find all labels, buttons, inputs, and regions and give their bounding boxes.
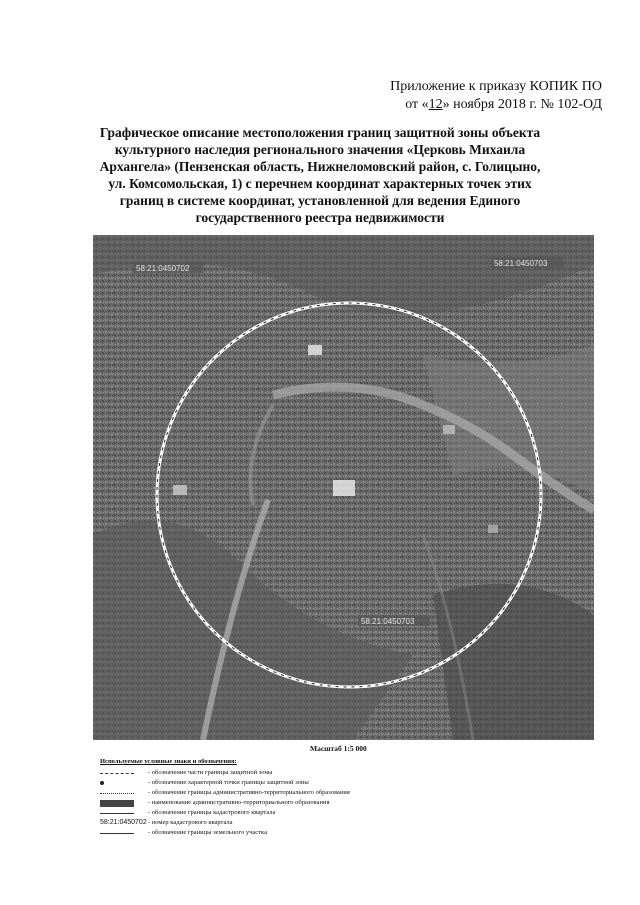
document-title: Графическое описание местоположения границ защитной зоны объекта культурного наследия регионального значения «Церковь Михаила Архангела» (Пензенская область, Нижнеломовский район, с. Голицыно, ул. Комсомольская, 1) с перечнем координат характерных точек этих границ в системе координат, установленной для ведения Единого государственного реестра недвижимости [99,125,541,225]
header-line2: от «12» ноября 2018 г. № 102-ОД [405,97,602,112]
legend-item: - обозначение характерной точки границы защитной зоны [100,778,350,788]
legend-item: - наименование административно-территориального образования [100,798,350,808]
header-day: 12 [428,97,443,112]
building [308,345,322,355]
map-legend [100,757,350,838]
quarter-label: 58:21:0450702 [136,264,190,273]
legend-item: - обозначение границы кадастрового квартала [100,808,350,818]
legend-item: 58:21:0450702 - номер кадастрового квартала [100,819,233,826]
order-header [390,78,602,114]
quarter-label: 58:21:0450703 [494,259,548,268]
legend-title: Используемые условные знаки и обозначения: [100,758,237,765]
boundary-map [93,235,594,740]
church-building [333,480,355,496]
header-line1: Приложение к приказу КОПИК ПО [390,79,602,94]
legend-item: - обозначение границы административно-территориального образования [100,788,350,798]
quarter-label: 58:21:0450703 [361,617,415,626]
legend-item: - обозначение границы земельного участка [100,828,350,838]
legend-item: - обозначение части границы защитной зоны [100,768,350,778]
map-svg [93,235,594,740]
map-scale: Масштаб 1:5 000 [310,744,367,753]
